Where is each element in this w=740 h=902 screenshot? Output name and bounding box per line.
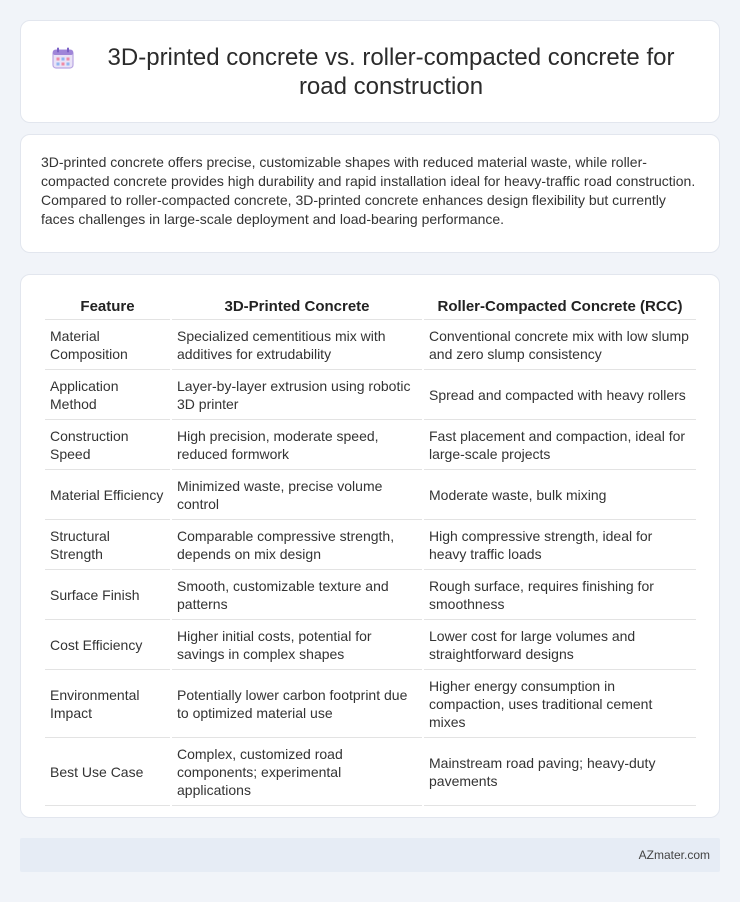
feature-cell: Cost Efficiency — [45, 620, 170, 670]
header-3d-printed: 3D-Printed Concrete — [172, 293, 422, 320]
rcc-cell: Lower cost for large volumes and straightforward designs — [424, 620, 696, 670]
table-row — [45, 320, 696, 370]
table-row — [45, 520, 696, 570]
table-row — [45, 420, 696, 470]
feature-cell: Structural Strength — [45, 520, 170, 570]
title-card — [20, 20, 720, 123]
rcc-cell: Rough surface, requires finishing for smoothness — [424, 570, 696, 620]
rcc-cell: Higher energy consumption in compaction, uses traditional cement mixes — [424, 670, 696, 738]
feature-cell: Surface Finish — [45, 570, 170, 620]
3d-printed-cell: Potentially lower carbon footprint due to optimized material use — [172, 670, 422, 738]
feature-cell: Material Composition — [45, 320, 170, 370]
3d-printed-cell: Complex, customized road components; experimental applications — [172, 738, 422, 806]
header-rcc: Roller-Compacted Concrete (RCC) — [424, 293, 696, 320]
rcc-cell: Conventional concrete mix with low slump and zero slump consistency — [424, 320, 696, 370]
feature-cell: Environmental Impact — [45, 670, 170, 738]
3d-printed-cell: High precision, moderate speed, reduced formwork — [172, 420, 422, 470]
feature-cell: Construction Speed — [45, 420, 170, 470]
calendar-icon — [50, 45, 76, 71]
3d-printed-cell: Layer-by-layer extrusion using robotic 3D printer — [172, 370, 422, 420]
footer-brand[interactable]: AZmater.com — [638, 848, 710, 862]
3d-printed-cell: Higher initial costs, potential for savings in complex shapes — [172, 620, 422, 670]
3d-printed-cell: Comparable compressive strength, depends on mix design — [172, 520, 422, 570]
table-row — [45, 620, 696, 670]
rcc-cell: Moderate waste, bulk mixing — [424, 470, 696, 520]
footer — [20, 838, 720, 872]
table-header-row — [45, 293, 696, 320]
feature-cell: Best Use Case — [45, 738, 170, 806]
rcc-cell: Fast placement and compaction, ideal for large-scale projects — [424, 420, 696, 470]
header-feature: Feature — [45, 293, 170, 320]
3d-printed-cell: Specialized cementitious mix with additives for extrudability — [172, 320, 422, 370]
comparison-card — [20, 274, 720, 818]
summary-card — [20, 134, 720, 253]
feature-cell: Material Efficiency — [45, 470, 170, 520]
rcc-cell: Spread and compacted with heavy rollers — [424, 370, 696, 420]
comparison-table — [43, 293, 698, 806]
table-row — [45, 738, 696, 806]
table-row — [45, 670, 696, 738]
table-row — [45, 470, 696, 520]
rcc-cell: High compressive strength, ideal for heavy traffic loads — [424, 520, 696, 570]
feature-cell: Application Method — [45, 370, 170, 420]
title-wrap — [50, 43, 690, 101]
summary-text: 3D-printed concrete offers precise, customizable shapes with reduced material waste, while roller-compacted concrete provides high durability and rapid installation ideal for heavy-traffic road construction. Compared to roller-compacted concrete, 3D-printed concrete enhances design flexibility but currently faces challenges in large-scale deployment and load-bearing performance. — [41, 154, 696, 227]
page-title: 3D-printed concrete vs. roller-compacted concrete for road construction — [107, 43, 675, 100]
table-row — [45, 570, 696, 620]
3d-printed-cell: Minimized waste, precise volume control — [172, 470, 422, 520]
3d-printed-cell: Smooth, customizable texture and patterns — [172, 570, 422, 620]
table-row — [45, 370, 696, 420]
rcc-cell: Mainstream road paving; heavy-duty pavements — [424, 738, 696, 806]
